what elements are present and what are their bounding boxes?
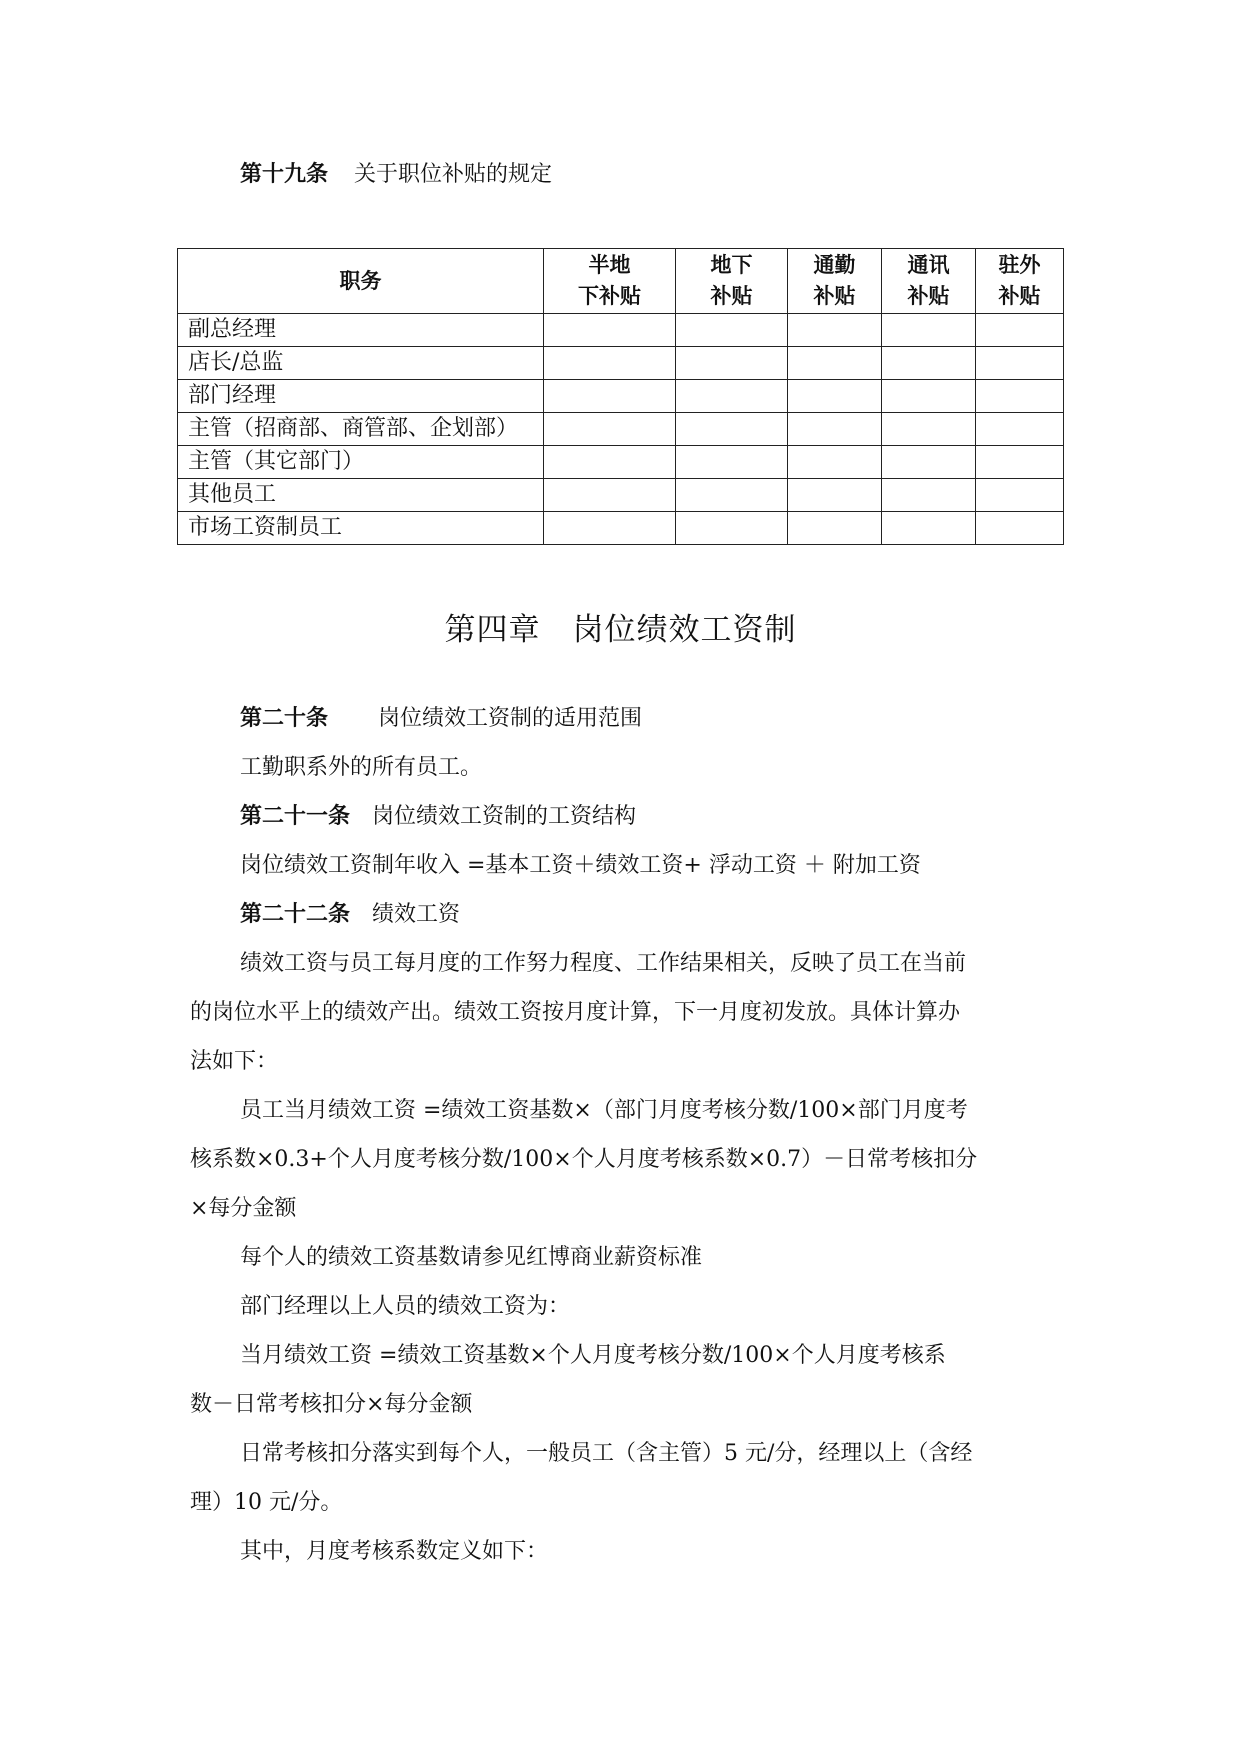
article-22-para2-line2: 核系数×0.3+个人月度考核分数/100×个人月度考核系数×0.7）－日常考核扣分	[190, 1147, 978, 1172]
header-semi-underground-allowance: 半地 下补贴	[544, 249, 676, 314]
article-21-heading	[240, 802, 636, 832]
table-cell	[544, 347, 676, 380]
table-row	[178, 380, 1064, 413]
article-22-title: 绩效工资	[372, 902, 461, 927]
table-cell	[788, 413, 882, 446]
article-22-para6-line1: 日常考核扣分落实到每个人，一般员工（含主管）5 元/分，经理以上（含经	[240, 1441, 973, 1466]
row-position: 主管（其它部门）	[178, 446, 544, 479]
table-cell	[788, 512, 882, 545]
article-20-body: 工勤职系外的所有员工。	[240, 755, 483, 780]
row-position: 主管（招商部、商管部、企划部）	[178, 413, 544, 446]
article-20-number: 第二十条	[240, 706, 329, 731]
table-cell	[544, 314, 676, 347]
article-22-para4: 部门经理以上人员的绩效工资为：	[240, 1294, 571, 1319]
table-cell	[788, 479, 882, 512]
table-cell	[788, 347, 882, 380]
table-cell	[788, 314, 882, 347]
table-cell	[882, 314, 976, 347]
table-row	[178, 512, 1064, 545]
article-21-title: 岗位绩效工资制的工资结构	[372, 804, 637, 829]
article-19-number: 第十九条	[240, 162, 329, 187]
table-cell	[882, 479, 976, 512]
table-cell	[976, 479, 1064, 512]
article-22-para2-line3: ×每分金额	[190, 1196, 297, 1221]
table-row	[178, 314, 1064, 347]
table-cell	[882, 512, 976, 545]
table-cell	[976, 446, 1064, 479]
article-22-number: 第二十二条	[240, 902, 351, 927]
table-header-row	[178, 249, 1064, 314]
table-cell	[976, 413, 1064, 446]
chapter-title: 第四章 岗位绩效工资制	[444, 612, 797, 648]
article-20-heading	[240, 704, 642, 734]
article-20-title: 岗位绩效工资制的适用范围	[378, 706, 643, 731]
table-cell	[788, 446, 882, 479]
article-21-formula: 岗位绩效工资制年收入 =基本工资＋绩效工资+ 浮动工资 ＋ 附加工资	[240, 853, 921, 878]
article-22-para2-line1: 员工当月绩效工资 =绩效工资基数×（部门月度考核分数/100×部门月度考	[240, 1098, 968, 1123]
row-position: 市场工资制员工	[178, 512, 544, 545]
article-22-para1-line3: 法如下：	[190, 1049, 279, 1074]
header-commute-allowance: 通勤 补贴	[788, 249, 882, 314]
article-22-para5-line1: 当月绩效工资 =绩效工资基数×个人月度考核分数/100×个人月度考核系	[240, 1343, 946, 1368]
article-21-number: 第二十一条	[240, 804, 351, 829]
table-row	[178, 347, 1064, 380]
table-cell	[882, 347, 976, 380]
article-19-title: 关于职位补贴的规定	[354, 162, 553, 187]
table-cell	[882, 413, 976, 446]
article-19-heading	[240, 160, 552, 190]
table-cell	[788, 380, 882, 413]
article-22-para7: 其中，月度考核系数定义如下：	[240, 1539, 549, 1564]
header-position: 职务	[178, 249, 544, 314]
table-cell	[882, 380, 976, 413]
table-cell	[676, 512, 788, 545]
table-cell	[976, 347, 1064, 380]
table-cell	[976, 512, 1064, 545]
article-22-para1-line1: 绩效工资与员工每月度的工作努力程度、工作结果相关，反映了员工在当前	[240, 951, 967, 976]
table-cell	[976, 380, 1064, 413]
table-row	[178, 446, 1064, 479]
article-22-heading	[240, 900, 460, 930]
table-row	[178, 413, 1064, 446]
table-cell	[676, 413, 788, 446]
row-position: 其他员工	[178, 479, 544, 512]
article-22-para3: 每个人的绩效工资基数请参见红博商业薪资标准	[240, 1245, 703, 1270]
header-expatriate-allowance: 驻外 补贴	[976, 249, 1064, 314]
table-cell	[544, 512, 676, 545]
table-cell	[976, 314, 1064, 347]
header-underground-allowance: 地下 补贴	[676, 249, 788, 314]
article-22-para1-line2: 的岗位水平上的绩效产出。绩效工资按月度计算，下一月度初发放。具体计算办	[190, 1000, 961, 1025]
table-row	[178, 479, 1064, 512]
position-allowance-table	[177, 248, 1064, 545]
table-cell	[676, 380, 788, 413]
row-position: 店长/总监	[178, 347, 544, 380]
table-cell	[544, 446, 676, 479]
article-22-para6-line2: 理）10 元/分。	[190, 1490, 343, 1515]
table-cell	[882, 446, 976, 479]
row-position: 副总经理	[178, 314, 544, 347]
table-cell	[544, 380, 676, 413]
header-communication-allowance: 通讯 补贴	[882, 249, 976, 314]
table-cell	[544, 413, 676, 446]
table-cell	[676, 479, 788, 512]
table-cell	[676, 347, 788, 380]
table-cell	[676, 314, 788, 347]
article-22-para5-line2: 数－日常考核扣分×每分金额	[190, 1392, 473, 1417]
row-position: 部门经理	[178, 380, 544, 413]
table-cell	[544, 479, 676, 512]
table-cell	[676, 446, 788, 479]
